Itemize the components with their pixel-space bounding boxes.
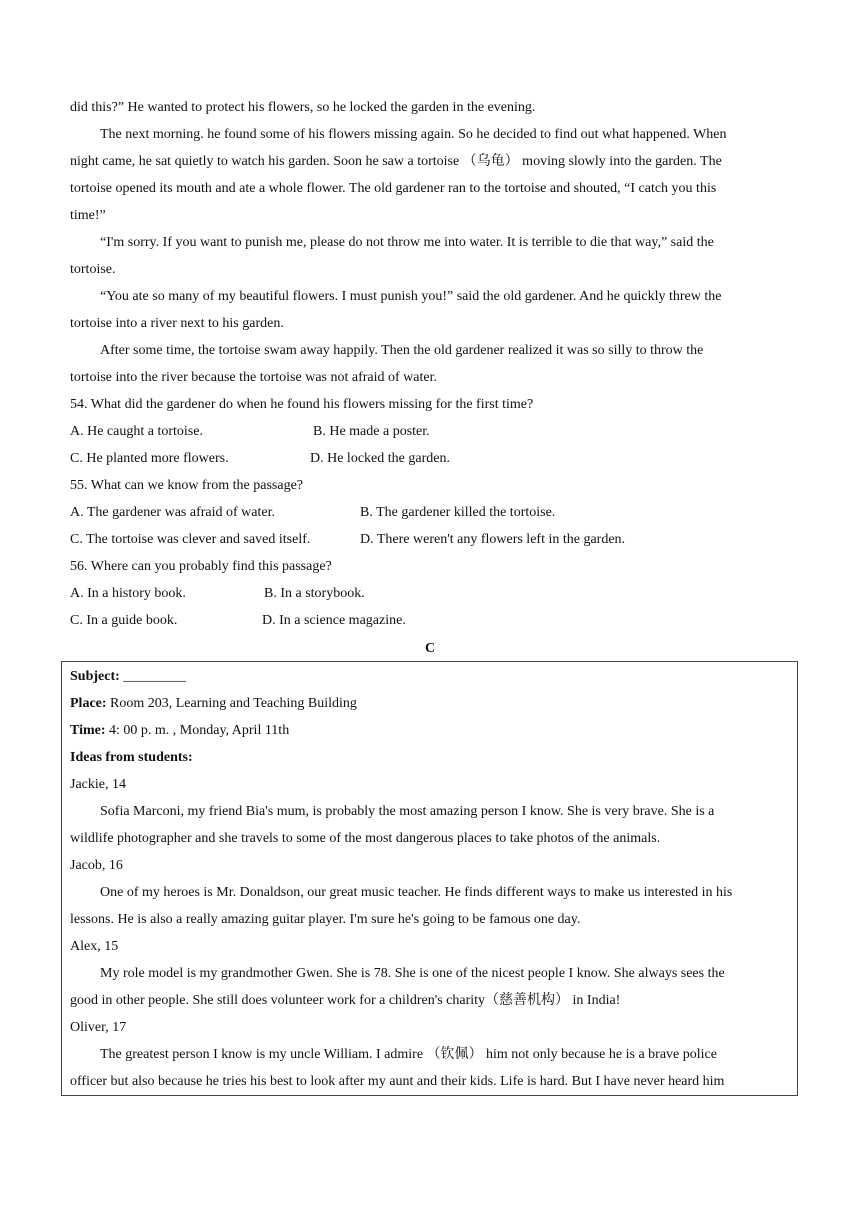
story-line: tortoise into a river next to his garden.: [70, 316, 284, 331]
subject-blank: _________: [123, 669, 187, 684]
student-text: good in other people. She still does volunteer work for a children's charity（慈善机构） in India!: [70, 993, 621, 1008]
option-54-b: B. He made a poster.: [313, 424, 430, 439]
student-name: Oliver, 17: [70, 1020, 127, 1035]
question-56: 56. Where can you probably find this passage?: [70, 559, 332, 574]
place-value: Room 203, Learning and Teaching Building: [110, 696, 357, 711]
story-line: The next morning. he found some of his flowers missing again. So he decided to find out what happened. When: [100, 127, 727, 142]
option-56-c: C. In a guide book.: [70, 613, 178, 628]
story-line: night came, he sat quietly to watch his garden. Soon he saw a tortoise （乌龟） moving slowly into the garden. The: [70, 154, 722, 169]
student-name: Jacob, 16: [70, 858, 123, 873]
ideas-label: Ideas from students:: [70, 750, 193, 765]
story-line: After some time, the tortoise swam away happily. Then the old gardener realized it was so silly to throw the: [100, 343, 704, 358]
subject-row: [70, 668, 186, 686]
time-row: [70, 722, 289, 740]
student-text: One of my heroes is Mr. Donaldson, our great music teacher. He finds different ways to make us interested in his: [100, 885, 733, 900]
story-line: tortoise into the river because the tortoise was not afraid of water.: [70, 370, 437, 385]
subject-label: Subject:: [70, 669, 120, 684]
option-54-a: A. He caught a tortoise.: [70, 424, 203, 439]
student-name: Jackie, 14: [70, 777, 126, 792]
option-55-c: C. The tortoise was clever and saved itself.: [70, 532, 311, 547]
student-text: officer but also because he tries his best to look after my aunt and their kids. Life is hard. But I have never heard him: [70, 1074, 725, 1089]
place-row: [70, 695, 357, 713]
story-line: tortoise opened its mouth and ate a whole flower. The old gardener ran to the tortoise and shouted, “I catch you this: [70, 181, 717, 196]
option-56-b: B. In a storybook.: [264, 586, 365, 601]
story-line: “You ate so many of my beautiful flowers. I must punish you!” said the old gardener. And he quickly threw the: [100, 289, 722, 304]
student-name: Alex, 15: [70, 939, 119, 954]
option-56-a: A. In a history book.: [70, 586, 186, 601]
story-line: time!”: [70, 208, 106, 223]
story-line: tortoise.: [70, 262, 116, 277]
student-text: Sofia Marconi, my friend Bia's mum, is probably the most amazing person I know. She is very brave. She is a: [100, 804, 715, 819]
question-54: 54. What did the gardener do when he found his flowers missing for the first time?: [70, 397, 534, 412]
option-55-b: B. The gardener killed the tortoise.: [360, 505, 556, 520]
place-label: Place:: [70, 696, 107, 711]
section-heading: C: [424, 641, 436, 656]
time-label: Time:: [70, 723, 106, 738]
question-55: 55. What can we know from the passage?: [70, 478, 303, 493]
option-54-d: D. He locked the garden.: [310, 451, 450, 466]
time-value: 4: 00 p. m. , Monday, April 11th: [109, 723, 290, 738]
story-line: “I'm sorry. If you want to punish me, please do not throw me into water. It is terrible to die that way,” said the: [100, 235, 714, 250]
ideas-heading: [70, 749, 193, 767]
student-text: lessons. He is also a really amazing guitar player. I'm sure he's going to be famous one day.: [70, 912, 581, 927]
option-55-d: D. There weren't any flowers left in the garden.: [360, 532, 626, 547]
student-text: wildlife photographer and she travels to some of the most dangerous places to take photos of the animals.: [70, 831, 661, 846]
story-line: did this?” He wanted to protect his flowers, so he locked the garden in the evening.: [70, 100, 536, 115]
notice-box: [61, 661, 798, 1096]
option-55-a: A. The gardener was afraid of water.: [70, 505, 275, 520]
student-text: The greatest person I know is my uncle William. I admire （钦佩） him not only because he is a brave police: [100, 1047, 717, 1062]
option-56-d: D. In a science magazine.: [262, 613, 406, 628]
student-text: My role model is my grandmother Gwen. She is 78. She is one of the nicest people I know. She always sees the: [100, 966, 725, 981]
option-54-c: C. He planted more flowers.: [70, 451, 229, 466]
